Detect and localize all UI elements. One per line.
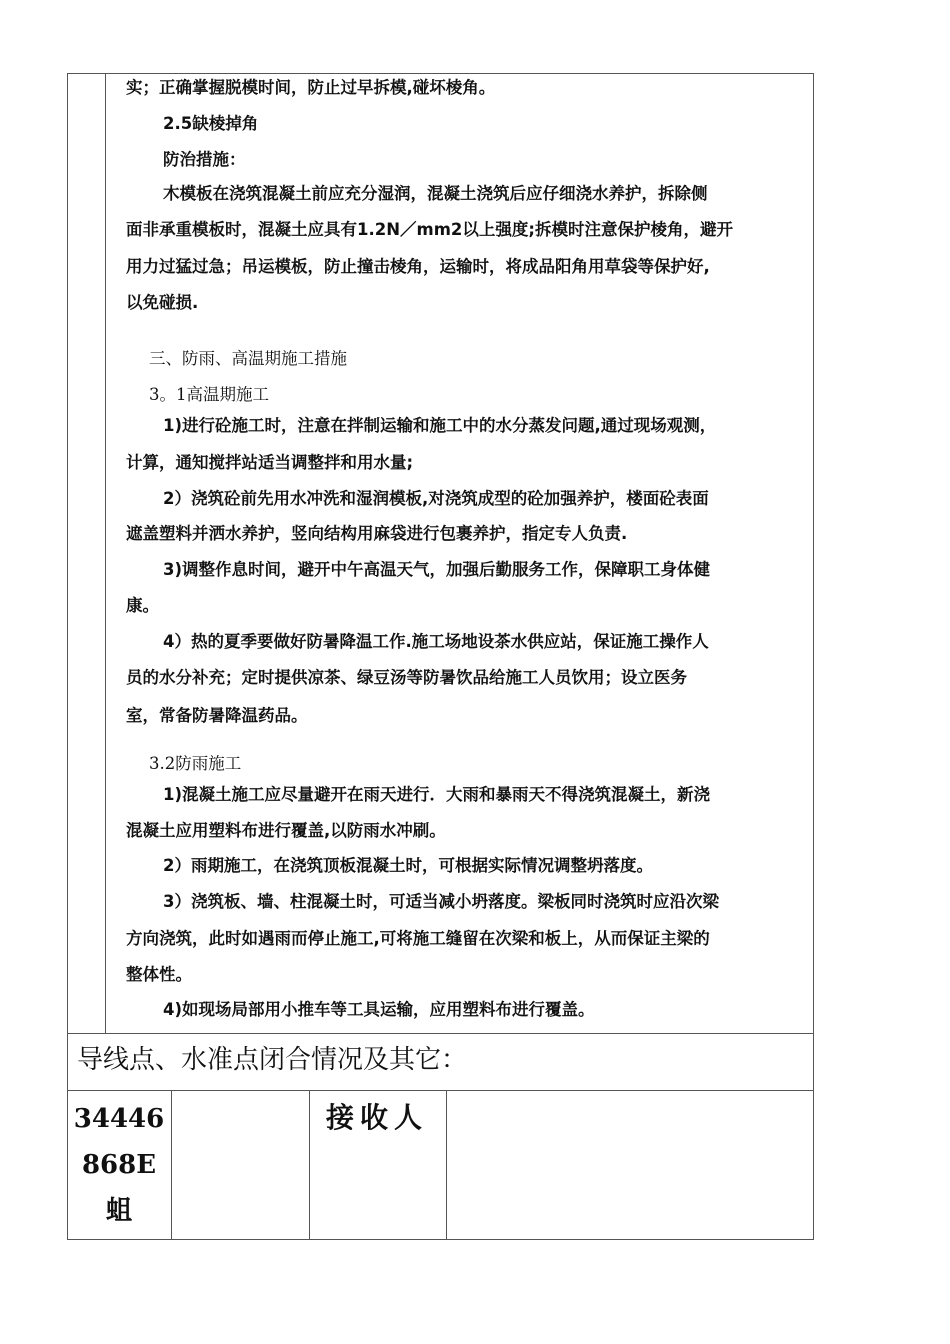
body-line: 3)调整作息时间，避开中午高温天气，加强后勤服务工作，保障职工身体健 xyxy=(163,560,711,579)
body-line: 面非承重模板时，混凝土应具有1.2N／mm2以上强度;拆模时注意保护棱角，避开 xyxy=(126,220,734,239)
body-line: 以免碰损. xyxy=(126,293,199,312)
body-line: 用力过猛过急；吊运模板，防止撞击棱角，运输时，将成品阳角用草袋等保护好, xyxy=(126,257,710,276)
row-divider xyxy=(67,1090,814,1091)
body-line: 2.5缺棱掉角 xyxy=(163,114,259,133)
body-line: 1)混凝土施工应尽量避开在雨天进行．大雨和暴雨天不得浇筑混凝土，新浇 xyxy=(163,785,711,804)
code-line: 34446 xyxy=(73,1104,165,1134)
body-line: 方向浇筑，此时如遇雨而停止施工,可将施工缝留在次梁和板上，从而保证主梁的 xyxy=(126,929,710,948)
body-line: 混凝土应用塑料布进行覆盖,以防雨水冲刷。 xyxy=(126,821,446,840)
section-title: 导线点、水准点闭合情况及其它： xyxy=(77,1045,468,1075)
code-line: 蛆 xyxy=(105,1196,132,1226)
body-line: 3.2防雨施工 xyxy=(149,754,242,773)
body-line: 3）浇筑板、墙、柱混凝土时，可适当减小坍落度。梁板同时浇筑时应沿次梁 xyxy=(163,892,719,911)
body-line: 1)进行砼施工时，注意在拌制运输和施工中的水分蒸发问题,通过现场观测， xyxy=(163,416,717,435)
body-line: 2）浇筑砼前先用水冲洗和湿润模板,对浇筑成型的砼加强养护，楼面砼表面 xyxy=(163,489,709,508)
body-line: 4）热的夏季要做好防暑降温工作.施工场地设茶水供应站，保证施工操作人 xyxy=(163,632,709,651)
cell-divider xyxy=(446,1090,447,1240)
body-line: 计算，通知搅拌站适当调整拌和用水量; xyxy=(126,453,414,472)
code-cell xyxy=(67,1096,171,1234)
body-line: 室，常备防暑降温药品。 xyxy=(126,706,308,725)
receiver-label: 接收人 xyxy=(326,1101,429,1134)
body-line: 遮盖塑料并洒水养护，竖向结构用麻袋进行包裹养护，指定专人负责. xyxy=(126,524,628,543)
body-line: 实；正确掌握脱模时间，防止过早拆模,碰坏棱角。 xyxy=(126,78,496,97)
row-divider xyxy=(67,1033,814,1034)
body-line: 2）雨期施工，在浇筑顶板混凝土时，可根据实际情况调整坍落度。 xyxy=(163,856,653,875)
body-line: 3。1高温期施工 xyxy=(149,385,269,404)
body-line: 整体性。 xyxy=(126,965,192,984)
code-line: 868E xyxy=(81,1150,157,1180)
body-line: 员的水分补充；定时提供凉茶、绿豆汤等防暑饮品给施工人员饮用；设立医务 xyxy=(126,668,687,687)
body-line: 木模板在浇筑混凝土前应充分湿润，混凝土浇筑后应仔细浇水养护，拆除侧 xyxy=(163,184,708,203)
body-line: 4)如现场局部用小推车等工具运输，应用塑料布进行覆盖。 xyxy=(163,1000,595,1019)
body-line: 康。 xyxy=(126,596,159,615)
left-margin-rule xyxy=(105,73,106,1033)
body-line: 防治措施： xyxy=(163,150,246,169)
cell-divider xyxy=(309,1090,310,1240)
body-line: 三、防雨、高温期施工措施 xyxy=(149,349,347,368)
cell-divider xyxy=(171,1090,172,1240)
